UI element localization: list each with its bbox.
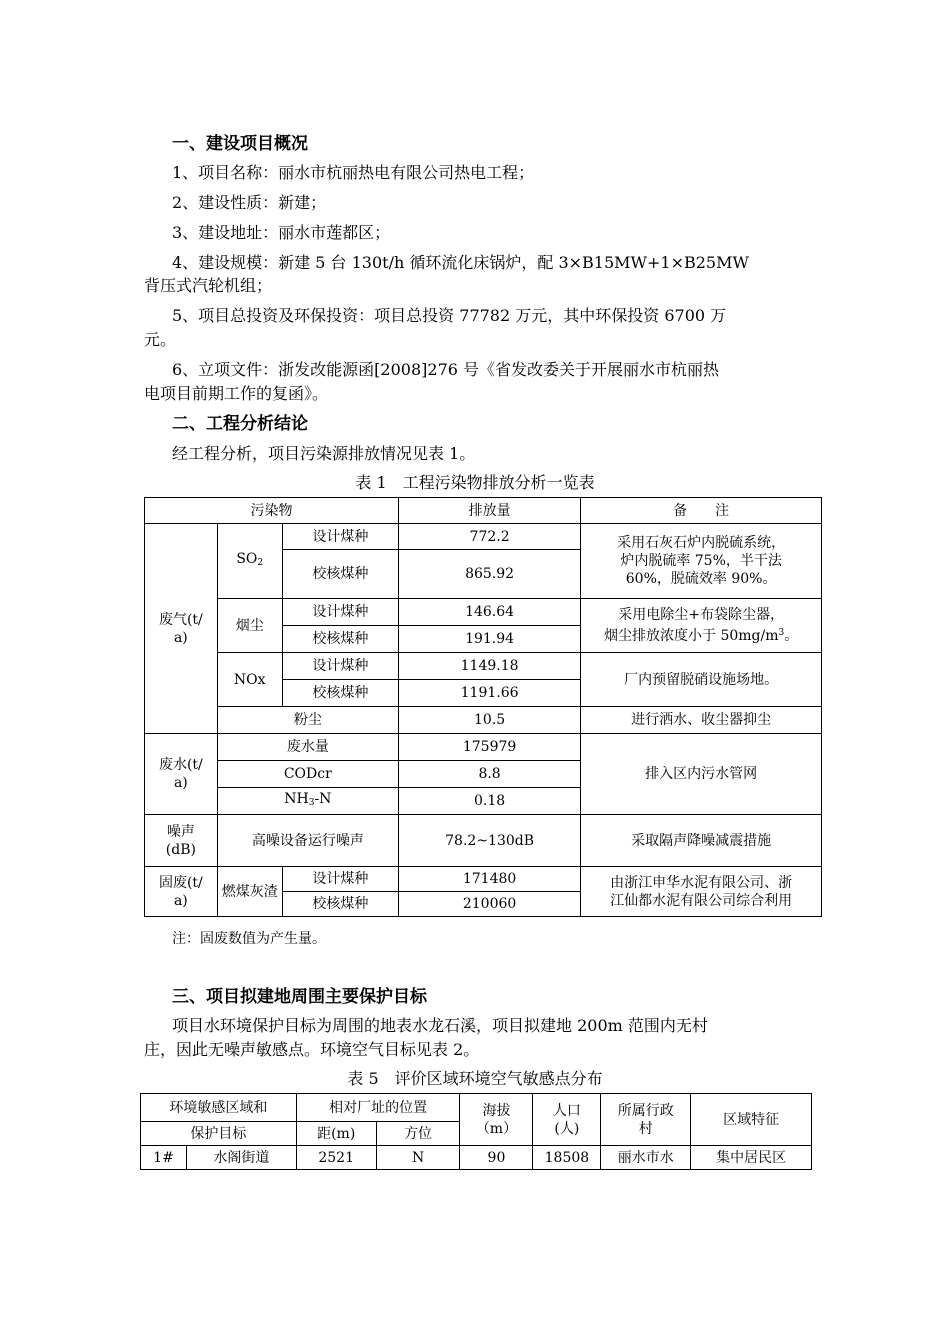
nox-design-value: 1149.18 [398,653,580,680]
table1-note: 注：固废数值为产生量。 [172,931,326,947]
section3-para1: 项目水环境保护目标为周围的地表水龙石溪，项目拟建地 200m 范围内无村 [172,1016,708,1035]
nox-label: NOx [217,653,282,707]
nox-check-label: 校核煤种 [282,680,398,707]
header-distance: 距(m) [296,1122,376,1146]
solid-check-value: 210060 [398,892,580,917]
water-volume-value: 175979 [398,734,580,761]
so2-remark: 采用石灰石炉内脱硫系统， 炉内脱硫率 75%，半干法 60%，脱硫效率 90%。 [581,524,822,599]
powder-label: 粉尘 [217,707,398,734]
header-target: 环境敏感区域和 [141,1094,297,1122]
header-pollutant: 污染物 [145,498,399,524]
sensitive-points-table [140,1093,812,1170]
cod-value: 8.8 [398,761,580,788]
dust-remark: 采用电除尘+布袋除尘器， 烟尘排放浓度小于 $50mg/m^3$。 [581,599,822,653]
header-remark: 备 注 [581,498,822,524]
noise-remark: 采取隔声降噪减震措施 [581,815,822,867]
project-address: 3、建设地址：丽水市莲都区； [172,223,391,242]
powder-value: 10.5 [398,707,580,734]
nh3-value: 0.18 [398,788,580,815]
dust-label: 烟尘 [217,599,282,653]
project-approval-cont: 电项目前期工作的复函》。 [144,384,329,403]
dust-check-label: 校核煤种 [282,626,398,653]
project-name: 1、项目名称：丽水市杭丽热电有限公司热电工程； [172,163,535,182]
noise-source: 高噪设备运行噪声 [217,815,398,867]
header-target-2: 保护目标 [141,1122,297,1146]
header-amount: 排放量 [398,498,580,524]
header-position: 相对厂址的位置 [296,1094,460,1122]
solid-check-label: 校核煤种 [282,892,398,917]
row1-distance: 2521 [296,1146,376,1170]
dust-design-label: 设计煤种 [282,599,398,626]
pollutant-table [144,497,822,917]
section2-heading: 二、工程分析结论 [172,414,308,434]
table2-caption: 表 5 评价区域环境空气敏感点分布 [347,1069,603,1088]
so2-check-label: 校核煤种 [282,550,398,599]
nox-design-label: 设计煤种 [282,653,398,680]
noise-label: 噪声 (dB) [145,815,218,867]
project-nature: 2、建设性质：新建； [172,193,327,212]
section3-para2: 庄，因此无噪声敏感点。环境空气目标见表 2。 [144,1040,480,1059]
so2-design-value: 772.2 [398,524,580,550]
solid-design-value: 171480 [398,867,580,892]
header-feature: 区域特征 [691,1094,812,1146]
solid-label: 固废(t/ a) [145,867,218,917]
gas-label: 废气(t/ a) [145,524,218,734]
section2-intro: 经工程分析，项目污染源排放情况见表 1。 [172,444,476,463]
so2-design-label: 设计煤种 [282,524,398,550]
row1-altitude: 90 [460,1146,533,1170]
project-investment-cont: 元。 [144,330,177,349]
project-investment: 5、项目总投资及环保投资：项目总投资 77782 万元，其中环保投资 6700 万 [172,306,727,325]
row1-feature: 集中居民区 [691,1146,812,1170]
nh3-label: $NH_3-N$ [217,788,398,815]
dust-design-value: 146.64 [398,599,580,626]
nox-check-value: 1191.66 [398,680,580,707]
header-direction: 方位 [376,1122,460,1146]
solid-source: 燃煤灰渣 [217,867,282,917]
dust-check-value: 191.94 [398,626,580,653]
row1-name: 水阁街道 [186,1146,296,1170]
section3-heading: 三、项目拟建地周围主要保护目标 [172,987,427,1007]
project-scale: 4、建设规模：新建 5 台 130t/h 循环流化床锅炉，配 3×B15MW+1×B25MW [172,253,749,272]
water-remark: 排入区内污水管网 [581,734,822,815]
section1-heading: 一、建设项目概况 [172,134,308,154]
noise-value: 78.2~130dB [398,815,580,867]
header-population: 人口 (人) [533,1094,601,1146]
nox-remark: 厂内预留脱硝设施场地。 [581,653,822,707]
so2-label: $SO_2$ [217,524,282,599]
solid-remark: 由浙江申华水泥有限公司、浙 江仙都水泥有限公司综合利用 [581,867,822,917]
solid-design-label: 设计煤种 [282,867,398,892]
row1-village: 丽水市水 [601,1146,691,1170]
water-volume-label: 废水量 [217,734,398,761]
project-scale-cont: 背压式汽轮机组； [144,276,273,295]
water-label: 废水(t/ a) [145,734,218,815]
project-approval: 6、立项文件：浙发改能源函[2008]276 号《省发改委关于开展丽水市杭丽热 [172,360,720,379]
table1-caption: 表 1 工程污染物排放分析一览表 [355,473,595,492]
cod-label: CODcr [217,761,398,788]
so2-check-value: 865.92 [398,550,580,599]
row1-no: 1# [141,1146,187,1170]
header-altitude: 海拔 （m） [460,1094,533,1146]
powder-remark: 进行洒水、收尘器抑尘 [581,707,822,734]
row1-population: 18508 [533,1146,601,1170]
header-village: 所属行政 村 [601,1094,691,1146]
row1-direction: N [376,1146,460,1170]
